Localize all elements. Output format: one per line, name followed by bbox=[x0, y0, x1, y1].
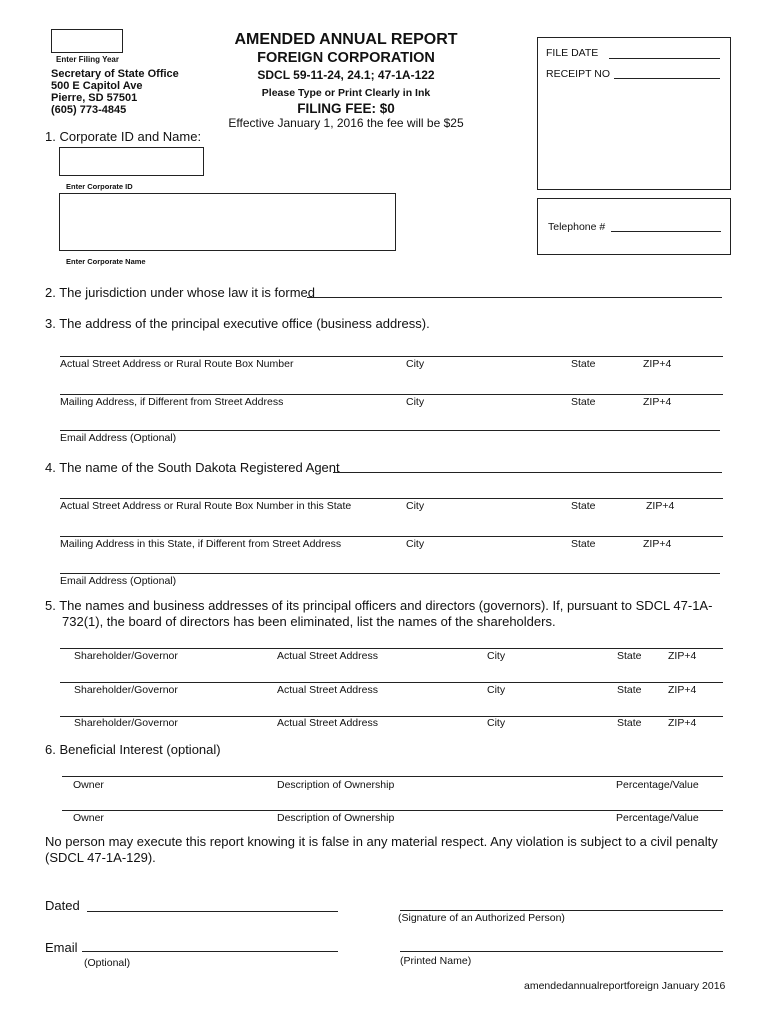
principal-state-label: State bbox=[571, 358, 596, 370]
file-date-line[interactable] bbox=[609, 58, 720, 59]
officer-row-2-city-label: City bbox=[487, 684, 506, 696]
signature-label: (Signature of an Authorized Person) bbox=[398, 912, 565, 924]
officer-row-1-city-label: City bbox=[487, 650, 506, 662]
signature-line[interactable] bbox=[400, 910, 723, 911]
officer-row-2-name-label: Shareholder/Governor bbox=[74, 684, 178, 696]
principal-street-line[interactable] bbox=[60, 356, 723, 357]
beneficial-row-2-description-label: Description of Ownership bbox=[277, 812, 395, 824]
receipt-no-label: RECEIPT NO bbox=[546, 68, 610, 80]
office-address-block bbox=[51, 68, 179, 116]
officer-row-2-state-label: State bbox=[617, 684, 642, 696]
beneficial-row-1-line[interactable] bbox=[62, 776, 723, 777]
principal-email-label: Email Address (Optional) bbox=[60, 432, 177, 444]
agent-mailing-line[interactable] bbox=[60, 536, 723, 537]
principal-zip-label: ZIP+4 bbox=[643, 358, 672, 370]
print-instruction: Please Type or Print Clearly in Ink bbox=[261, 87, 431, 99]
statute-reference: SDCL 59-11-24, 24.1; 47-1A-122 bbox=[257, 68, 435, 82]
agent-mailing-zip-label: ZIP+4 bbox=[643, 538, 672, 550]
jurisdiction-line[interactable] bbox=[307, 297, 722, 298]
officer-row-1-state-label: State bbox=[617, 650, 642, 662]
agent-mailing-state-label: State bbox=[571, 538, 596, 550]
penalty-warning-line-1: No person may execute this report knowing it is false in any material respect. Any violation is subject to a civil penalty bbox=[45, 834, 718, 849]
office-city: Pierre, SD 57501 bbox=[51, 92, 138, 104]
section-6-title: 6. Beneficial Interest (optional) bbox=[45, 742, 221, 757]
receipt-no-line[interactable] bbox=[614, 78, 720, 79]
printed-name-label: (Printed Name) bbox=[400, 955, 472, 967]
principal-mailing-line[interactable] bbox=[60, 394, 723, 395]
office-use-box bbox=[537, 37, 731, 190]
section-1-title: 1. Corporate ID and Name: bbox=[45, 129, 202, 144]
penalty-warning-line-2: (SDCL 47-1A-129). bbox=[45, 850, 156, 865]
email-label: Email bbox=[45, 940, 78, 955]
beneficial-row-1-description-label: Description of Ownership bbox=[277, 779, 395, 791]
fee-note: Effective January 1, 2016 the fee will be $25 bbox=[228, 116, 464, 130]
corporate-id-label: Enter Corporate ID bbox=[66, 182, 133, 191]
principal-mailing-zip-label: ZIP+4 bbox=[643, 396, 672, 408]
dated-line[interactable] bbox=[87, 911, 338, 912]
form-title: AMENDED ANNUAL REPORT bbox=[234, 31, 458, 48]
officer-row-1-street-label: Actual Street Address bbox=[277, 650, 378, 662]
office-phone: (605) 773-4845 bbox=[51, 104, 127, 116]
principal-city-label: City bbox=[406, 358, 425, 370]
registered-agent-line[interactable] bbox=[333, 472, 722, 473]
agent-street-label: Actual Street Address or Rural Route Box Number in this State bbox=[60, 500, 352, 512]
corporate-id-input[interactable] bbox=[59, 147, 204, 176]
office-name: Secretary of State Office bbox=[51, 68, 179, 80]
officer-row-2-zip-label: ZIP+4 bbox=[668, 684, 697, 696]
section-3-title: 3. The address of the principal executive office (business address). bbox=[45, 316, 430, 331]
email-line[interactable] bbox=[82, 951, 338, 952]
officer-row-3-state-label: State bbox=[617, 717, 642, 729]
beneficial-row-2-value-label: Percentage/Value bbox=[616, 812, 699, 824]
principal-street-label: Actual Street Address or Rural Route Box Number bbox=[60, 358, 294, 370]
agent-state-label: State bbox=[571, 500, 596, 512]
agent-mailing-label: Mailing Address in this State, if Different from Street Address bbox=[60, 538, 342, 550]
officer-row-1-line[interactable] bbox=[60, 648, 723, 649]
filing-year-input[interactable] bbox=[51, 29, 123, 53]
agent-city-label: City bbox=[406, 500, 425, 512]
officer-row-3-name-label: Shareholder/Governor bbox=[74, 717, 178, 729]
officer-row-3-zip-label: ZIP+4 bbox=[668, 717, 697, 729]
section-5-title-line-2: 732(1), the board of directors has been eliminated, list the names of the shareholders. bbox=[62, 614, 556, 629]
telephone-label: Telephone # bbox=[548, 221, 606, 233]
beneficial-row-2-line[interactable] bbox=[62, 810, 723, 811]
agent-street-line[interactable] bbox=[60, 498, 723, 499]
corporate-name-label: Enter Corporate Name bbox=[66, 257, 146, 266]
agent-email-line[interactable] bbox=[60, 573, 720, 574]
agent-zip-label: ZIP+4 bbox=[646, 500, 675, 512]
corporate-name-input[interactable] bbox=[59, 193, 396, 251]
officer-row-3-street-label: Actual Street Address bbox=[277, 717, 378, 729]
agent-email-label: Email Address (Optional) bbox=[60, 575, 177, 587]
email-optional-label: (Optional) bbox=[84, 957, 131, 969]
filing-year-label: Enter Filing Year bbox=[56, 55, 119, 64]
principal-mailing-label: Mailing Address, if Different from Street Address bbox=[60, 396, 284, 408]
beneficial-row-1-value-label: Percentage/Value bbox=[616, 779, 699, 791]
officer-row-2-line[interactable] bbox=[60, 682, 723, 683]
principal-mailing-city-label: City bbox=[406, 396, 425, 408]
beneficial-row-2-owner-label: Owner bbox=[73, 812, 104, 824]
beneficial-row-1-owner-label: Owner bbox=[73, 779, 104, 791]
telephone-line[interactable] bbox=[611, 231, 721, 232]
agent-mailing-city-label: City bbox=[406, 538, 425, 550]
principal-email-line[interactable] bbox=[60, 430, 720, 431]
officer-row-3-city-label: City bbox=[487, 717, 506, 729]
filing-fee: FILING FEE: $0 bbox=[297, 101, 395, 116]
principal-mailing-state-label: State bbox=[571, 396, 596, 408]
section-4-title: 4. The name of the South Dakota Registered Agent bbox=[45, 460, 340, 475]
form-subtitle: FOREIGN CORPORATION bbox=[257, 50, 435, 66]
footer-form-id: amendedannualreportforeign January 2016 bbox=[524, 980, 726, 992]
office-street: 500 E Capitol Ave bbox=[51, 80, 143, 92]
section-5-title-line-1: 5. The names and business addresses of its principal officers and directors (governors). If, pursuant to SDCL 47-1A- bbox=[45, 598, 713, 613]
officer-row-1-zip-label: ZIP+4 bbox=[668, 650, 697, 662]
printed-name-line[interactable] bbox=[400, 951, 723, 952]
dated-label: Dated bbox=[45, 898, 80, 913]
section-2-title: 2. The jurisdiction under whose law it is formed bbox=[45, 285, 315, 300]
officer-row-1-name-label: Shareholder/Governor bbox=[74, 650, 178, 662]
file-date-label: FILE DATE bbox=[546, 47, 599, 59]
officer-row-2-street-label: Actual Street Address bbox=[277, 684, 378, 696]
